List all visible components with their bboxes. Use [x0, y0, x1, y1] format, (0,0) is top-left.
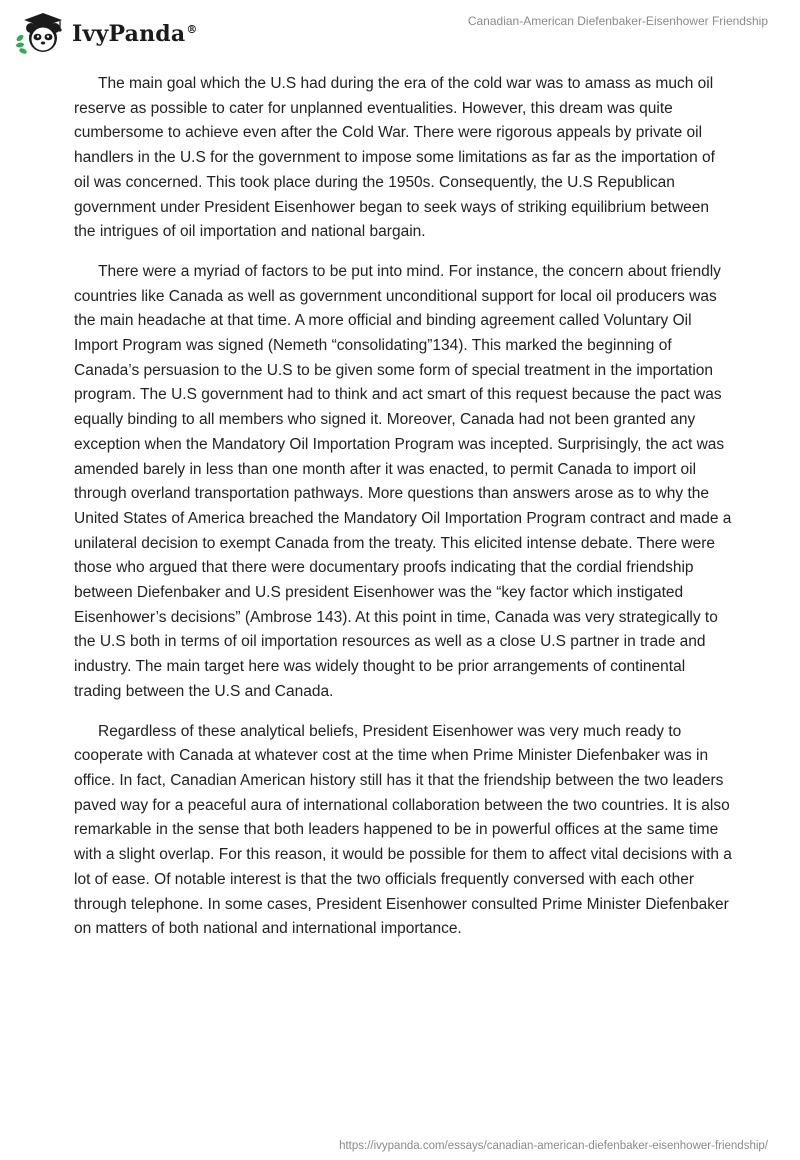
source-url[interactable]: https://ivypanda.com/essays/canadian-american-diefenbaker-eisenhower-friendship/ [339, 1140, 768, 1152]
page-header [0, 0, 800, 64]
paragraph: The main goal which the U.S had during the era of the cold war was to amass as much oil reserve as possible to cater for unplanned eventualities. However, this dream was quite cumbersome to achieve even after the Cold War. There were rigorous appeals by private oil handlers in the U.S for the government to impose some limitations as far as the importation of oil was concerned. This took place during the 1950s. Consequently, the U.S Republican government under President Eisenhower began to seek ways of striking equilibrium between the intrigues of oil importation and national bargain. [74, 75, 715, 241]
paragraph: Regardless of these analytical beliefs, President Eisenhower was very much ready to cooperate with Canada at whatever cost at the time when Prime Minister Diefenbaker was in office. In fact, Canadian American history still has it that the friendship between the two leaders paved way for a peaceful aura of international collaboration between the two countries. It is also remarkable in the sense that both leaders happened to be in powerful offices at the same time with a slight overlap. For this reason, it would be possible for them to affect vital decisions with a lot of ease. Of notable interest is that the two officials frequently conversed with each other through telephone. In some cases, President Eisenhower consulted Prime Minister Diefenbaker on matters of both national and international importance. [74, 722, 732, 938]
brand-name-text: IvyPanda [72, 21, 186, 47]
essay-body [74, 72, 734, 957]
panda-graduate-icon [14, 8, 70, 56]
document-title: Canadian-American Diefenbaker-Eisenhower Friendship [467, 14, 768, 28]
paragraph: There were a myriad of factors to be put into mind. For instance, the concern about friendly countries like Canada as well as government unconditional support for local oil producers was the main headache at that time. A more official and binding agreement called Voluntary Oil Import Program was signed (Nemeth “consolidating”134). This marked the beginning of Canada’s persuasion to the U.S to be given some form of special treatment in the importation program. The U.S government had to think and act smart of this request because the pact was equally binding to all members who signed it. Moreover, Canada had not been granted any exception when the Mandatory Oil Importation Program was incepted. Surprisingly, the act was amended barely in less than one month after it was enacted, to permit Canada to import oil through overland transportation pathways. More questions than answers arose as to why the United States of America breached the Mandatory Oil Importation Program contract and made a unilateral decision to exempt Canada from the treaty. This elicited intense debate. There were those who argued that there were documentary proofs indicating that the cordial friendship between Diefenbaker and U.S president Eisenhower was the “key factor which instigated Eisenhower’s decisions” (Ambrose 143). At this point in time, Canada was very strategically to the U.S both in terms of oil importation resources as well as a close U.S partner in trade and industry. The main target here was widely thought to be prior arrangements of continental trading between the U.S and Canada. [74, 262, 732, 700]
brand-name [72, 21, 198, 47]
ivypanda-logo[interactable] [14, 8, 198, 56]
registered-mark: ® [186, 22, 198, 36]
